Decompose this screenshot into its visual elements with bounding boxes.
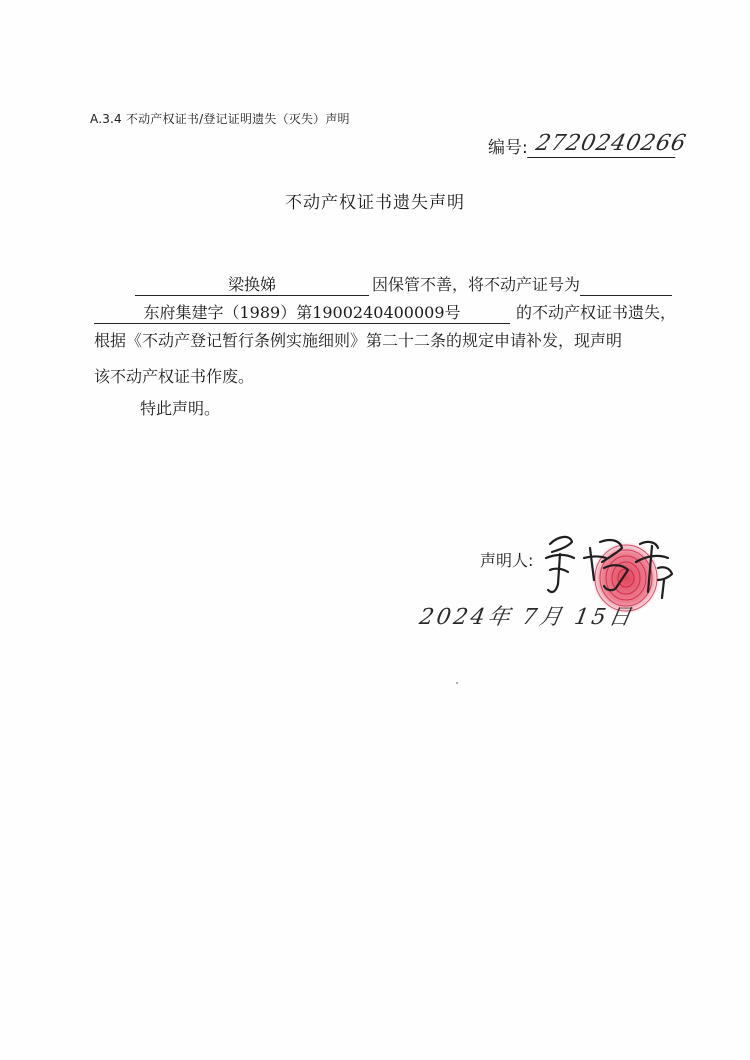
statement-line-2 — [94, 302, 676, 324]
cert-number-field: 东府集建字（1989）第1900240400009号 — [94, 303, 510, 324]
statement-line-4: 该不动产权证书作废。 — [94, 367, 255, 386]
document-number-label: 编号: — [488, 138, 528, 158]
page-title: 不动产权证书遗失声明 — [285, 193, 465, 213]
statement-line-1 — [135, 274, 672, 296]
statement-line-3: 根据《不动产登记暂行条例实施细则》第二十二条的规定申请补发，现声明 — [94, 331, 623, 350]
handwritten-date: 2024年 7月 15日 — [417, 605, 636, 630]
stray-mark — [456, 682, 458, 684]
statement-text-1: 因保管不善，将不动产证号为 — [372, 275, 581, 294]
document-number-row — [488, 128, 689, 158]
declarant-name-field: 梁换娣 — [135, 275, 369, 296]
statement-text-2: 的不动产权证书遗失， — [516, 303, 677, 322]
cert-number-blank-end — [580, 295, 672, 296]
statement-closing: 特此声明。 — [140, 399, 221, 418]
document-number-value: 2720240266 — [527, 131, 681, 158]
form-code: A.3.4 不动产权证书/登记证明遗失（灭失）声明 — [90, 112, 350, 126]
declarant-label: 声明人: — [480, 551, 534, 570]
